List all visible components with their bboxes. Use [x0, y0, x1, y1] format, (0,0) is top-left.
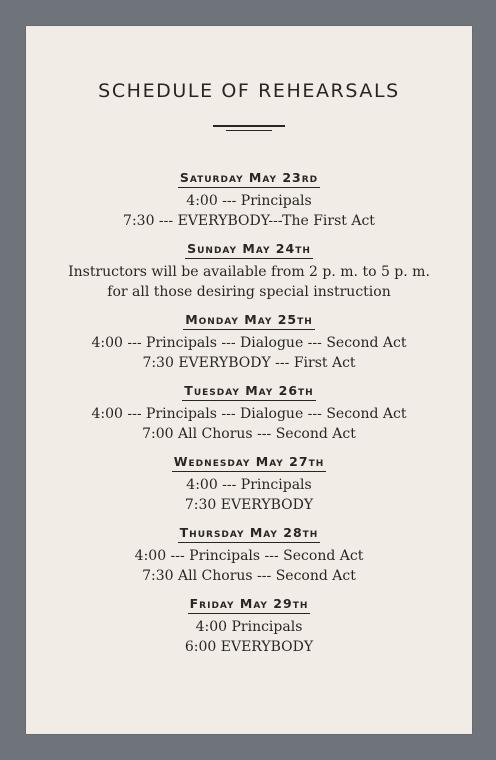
day-thursday [26, 522, 472, 586]
day-heading: Sunday May 24th [185, 241, 313, 259]
day-heading: Thursday May 28th [178, 525, 321, 543]
day-heading: Saturday May 23rd [178, 170, 320, 188]
day-heading: Friday May 29th [188, 596, 311, 614]
page-title: SCHEDULE OF REHEARSALS [98, 80, 400, 102]
schedule-list [26, 167, 472, 657]
schedule-line: 4:00 --- Principals --- Dialogue --- Second Act [91, 335, 407, 351]
schedule-line: 4:00 Principals [195, 619, 303, 635]
schedule-line: Instructors will be available from 2 p. m. to 5 p. m. [68, 264, 430, 280]
day-heading: Monday May 25th [183, 312, 315, 330]
schedule-line: for all those desiring special instruction [107, 284, 391, 300]
schedule-line: 6:00 EVERYBODY [184, 639, 314, 655]
day-tuesday [26, 380, 472, 444]
schedule-card [26, 26, 472, 734]
schedule-line: 7:30 All Chorus --- Second Act [142, 568, 356, 584]
schedule-line: 7:30 EVERYBODY --- First Act [142, 355, 356, 371]
day-heading: Tuesday May 26th [182, 383, 315, 401]
schedule-line: 4:00 --- Principals --- Dialogue --- Second Act [91, 406, 407, 422]
title-rule-upper [213, 125, 285, 127]
day-monday [26, 309, 472, 373]
title-rule-lower [226, 130, 272, 131]
schedule-line: 4:00 --- Principals --- Second Act [134, 548, 364, 564]
day-friday [26, 593, 472, 657]
schedule-line: 4:00 --- Principals [186, 193, 312, 209]
day-sunday [26, 238, 472, 302]
schedule-line: 7:00 All Chorus --- Second Act [142, 426, 356, 442]
schedule-line: 4:00 --- Principals [186, 477, 312, 493]
day-saturday [26, 167, 472, 231]
day-heading: Wednesday May 27th [172, 454, 327, 472]
schedule-line: 7:30 --- EVERYBODY---The First Act [123, 213, 375, 229]
day-wednesday [26, 451, 472, 515]
schedule-line: 7:30 EVERYBODY [184, 497, 314, 513]
